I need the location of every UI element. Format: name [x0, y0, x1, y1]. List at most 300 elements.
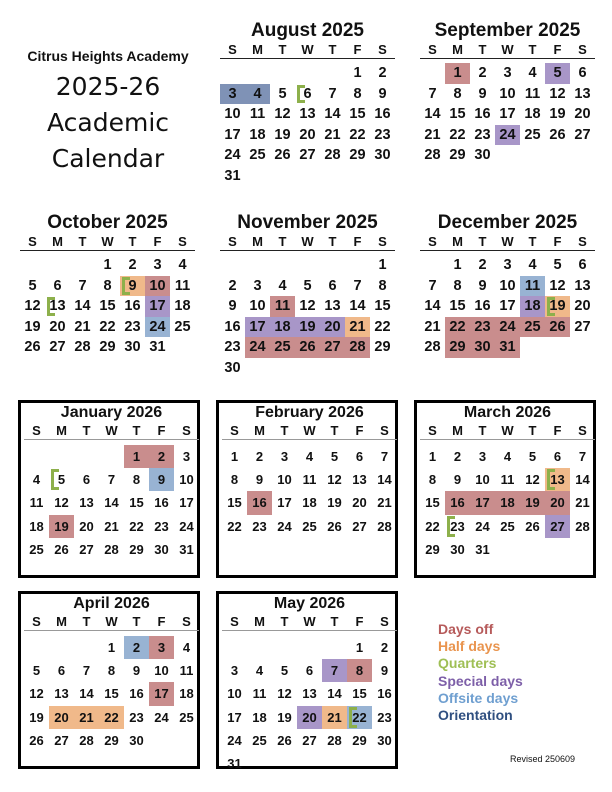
calendar-day: 3	[153, 257, 162, 273]
calendar-day: 25	[174, 318, 191, 335]
calendar-day: 9	[478, 277, 487, 294]
calendar-day: 14	[324, 106, 341, 123]
calendar-day: 25	[524, 318, 541, 335]
calendar-day: 27	[574, 318, 591, 335]
calendar-day: 19	[549, 298, 566, 315]
weekday-label: M	[56, 614, 67, 629]
calendar-day: 18	[524, 298, 541, 315]
calendar-day: 27	[302, 732, 317, 748]
calendar-day: 28	[324, 147, 341, 164]
calendar-day: 25	[302, 518, 317, 534]
day-grid	[20, 251, 195, 358]
calendar-day: 15	[374, 298, 391, 315]
calendar-day: 23	[450, 518, 465, 534]
calendar-day: 25	[249, 147, 266, 164]
calendar-day: 10	[499, 85, 516, 102]
weekday-label: F	[553, 42, 562, 57]
weekday-header	[20, 234, 195, 251]
calendar-day: 25	[252, 732, 267, 748]
calendar-day: 9	[128, 277, 137, 294]
calendar-day: 3	[503, 65, 512, 81]
calendar-day: 18	[179, 686, 194, 702]
calendar-day: 17	[224, 126, 241, 143]
calendar-day: 19	[549, 106, 566, 123]
weekday-label: F	[353, 42, 362, 57]
calendar-day: 24	[475, 518, 490, 534]
calendar-day: 1	[453, 257, 462, 273]
calendar-day: 26	[549, 126, 566, 143]
title-calendar: Calendar	[51, 144, 165, 173]
calendar-day: 18	[249, 126, 266, 143]
calendar-day: 4	[305, 449, 314, 464]
calendar-day: 27	[352, 518, 367, 534]
calendar-day: 24	[499, 318, 516, 335]
weekday-label: F	[355, 614, 364, 629]
calendar-day: 7	[78, 277, 87, 294]
month-title: May 2026	[273, 595, 346, 612]
calendar-day: 30	[224, 360, 241, 376]
weekday-label: S	[428, 423, 437, 438]
calendar-day: 6	[553, 449, 562, 464]
calendar-day: 18	[302, 495, 317, 511]
weekday-label: S	[578, 42, 587, 57]
weekday-label: T	[132, 614, 141, 629]
school-name: Citrus Heights Academy	[27, 48, 189, 64]
month-may-2026	[216, 591, 398, 769]
calendar-day: 1	[355, 640, 364, 655]
calendar-day: 30	[474, 339, 491, 356]
calendar-day: 8	[353, 85, 362, 102]
calendar-day: 6	[53, 277, 62, 294]
calendar-day: 12	[549, 85, 566, 102]
weekday-header	[220, 234, 395, 251]
calendar-day: 9	[378, 85, 387, 102]
weekday-label: S	[32, 614, 41, 629]
calendar-day: 16	[374, 106, 391, 123]
calendar-day: 31	[499, 339, 516, 356]
calendar-day: 29	[425, 541, 440, 557]
calendar-day: 29	[104, 732, 119, 748]
calendar-day: 10	[227, 686, 242, 702]
calendar-day: 17	[277, 495, 292, 511]
weekday-label: M	[56, 423, 67, 438]
legend-item: Half days	[438, 638, 501, 655]
calendar-day: 1	[428, 449, 437, 464]
weekday-label: M	[452, 423, 463, 438]
calendar-day: 24	[499, 126, 516, 143]
weekday-label: S	[32, 423, 41, 438]
calendar-day: 8	[453, 85, 462, 102]
calendar-day: 13	[550, 472, 565, 488]
calendar-day: 3	[478, 449, 487, 464]
calendar-day: 23	[474, 318, 491, 335]
calendar-day: 4	[503, 449, 512, 464]
day-grid	[222, 440, 397, 538]
calendar-day: 12	[29, 686, 44, 702]
weekday-label: F	[153, 234, 162, 249]
month-title: March 2026	[463, 404, 552, 421]
calendar-day: 19	[277, 709, 292, 725]
calendar-day: 24	[227, 732, 242, 748]
calendar-day: 19	[274, 126, 291, 143]
calendar-day: 12	[277, 686, 292, 702]
calendar-day: 18	[500, 495, 515, 511]
calendar-day: 10	[475, 472, 490, 488]
weekday-label: S	[228, 42, 237, 57]
calendar-day: 22	[104, 709, 119, 725]
calendar-day: 14	[327, 686, 342, 702]
calendar-day: 31	[224, 168, 241, 184]
weekday-label: S	[578, 423, 587, 438]
calendar-day: 13	[299, 106, 316, 123]
weekday-label: T	[328, 234, 337, 249]
calendar-day: 9	[380, 663, 389, 679]
calendar-day: 15	[449, 298, 466, 315]
calendar-day: 14	[349, 298, 366, 315]
calendar-day: 16	[224, 318, 241, 335]
calendar-day: 18	[29, 518, 44, 534]
calendar-day: 26	[29, 732, 44, 748]
calendar-day: 4	[182, 640, 191, 655]
calendar-day: 30	[450, 541, 465, 557]
calendar-day: 14	[74, 298, 91, 315]
calendar-day: 3	[280, 449, 289, 464]
calendar-day: 28	[377, 518, 392, 534]
calendar-day: 8	[230, 472, 239, 488]
calendar-day: 7	[428, 85, 437, 102]
calendar-day: 21	[377, 495, 392, 511]
calendar-day: 11	[500, 472, 515, 488]
weekday-label: M	[252, 42, 263, 57]
weekday-label: S	[428, 234, 437, 249]
calendar-day: 29	[352, 732, 367, 748]
calendar-day: 19	[327, 495, 342, 511]
month-december-2025	[420, 212, 595, 358]
weekday-label: S	[428, 42, 437, 57]
calendar-day: 3	[503, 257, 512, 273]
calendar-day: 15	[349, 106, 366, 123]
calendar-day: 10	[154, 663, 169, 679]
weekday-label: T	[528, 234, 537, 249]
calendar-day: 4	[253, 85, 262, 102]
calendar-day: 17	[499, 298, 516, 315]
calendar-day: 26	[274, 147, 291, 164]
weekday-label: S	[230, 423, 239, 438]
calendar-day: 9	[157, 472, 166, 488]
calendar-day: 11	[252, 686, 267, 702]
calendar-day: 25	[29, 541, 44, 557]
weekday-label: T	[82, 614, 91, 629]
calendar-day: 29	[374, 339, 391, 356]
calendar-day: 14	[377, 472, 392, 488]
calendar-day: 6	[578, 65, 587, 81]
calendar-day: 21	[349, 318, 366, 335]
calendar-day: 8	[107, 663, 116, 679]
quarter-marker	[51, 469, 59, 490]
calendar-day: 4	[32, 472, 41, 488]
calendar-day: 16	[474, 106, 491, 123]
calendar-day: 11	[524, 85, 541, 102]
month-title: September 2025	[434, 20, 581, 41]
weekday-label: T	[478, 234, 487, 249]
calendar-day: 2	[478, 65, 487, 81]
calendar-day: 10	[499, 277, 516, 294]
title-academic: Academic	[46, 108, 170, 137]
quarter-marker	[349, 707, 357, 728]
calendar-day: 28	[74, 339, 91, 356]
calendar-day: 19	[54, 518, 69, 534]
calendar-day: 22	[449, 126, 466, 143]
calendar-day: 21	[327, 709, 342, 725]
calendar-day: 21	[79, 709, 94, 725]
weekday-label: W	[303, 423, 316, 438]
calendar-day: 11	[524, 277, 541, 294]
weekday-label: T	[278, 42, 287, 57]
calendar-day: 28	[104, 541, 119, 557]
calendar-day: 20	[550, 495, 565, 511]
calendar-day: 29	[129, 541, 144, 557]
calendar-day: 23	[129, 709, 144, 725]
month-title: January 2026	[60, 404, 163, 421]
calendar-day: 10	[224, 106, 241, 123]
calendar-day: 22	[425, 518, 440, 534]
calendar-day: 1	[132, 449, 141, 464]
calendar-day: 5	[553, 257, 562, 273]
calendar-day: 8	[132, 472, 141, 488]
calendar-day: 17	[499, 106, 516, 123]
calendar-day: 13	[79, 495, 94, 511]
calendar-day: 6	[82, 472, 91, 488]
calendar-day: 26	[549, 318, 566, 335]
calendar-day: 17	[149, 298, 166, 315]
calendar-day: 20	[574, 298, 591, 315]
calendar-day: 7	[328, 85, 337, 102]
calendar-day: 7	[107, 472, 116, 488]
calendar-day: 20	[299, 126, 316, 143]
calendar-day: 27	[54, 732, 69, 748]
weekday-label: T	[132, 423, 141, 438]
calendar-day: 26	[277, 732, 292, 748]
month-april-2026	[18, 591, 200, 769]
calendar-day: 30	[154, 541, 169, 557]
month-title: April 2026	[73, 595, 150, 612]
legend-item: Orientation	[438, 707, 513, 724]
calendar-day: 30	[474, 147, 491, 164]
weekday-label: F	[355, 423, 364, 438]
calendar-day: 13	[352, 472, 367, 488]
month-august-2025	[220, 20, 395, 187]
calendar-day: 24	[277, 518, 292, 534]
month-title: November 2025	[237, 212, 378, 233]
calendar-day: 21	[575, 495, 590, 511]
calendar-day: 1	[103, 257, 112, 273]
weekday-label: S	[380, 614, 389, 629]
calendar-day: 12	[24, 298, 41, 315]
calendar-day: 28	[79, 732, 94, 748]
calendar-day: 2	[255, 449, 264, 464]
calendar-day: 31	[149, 339, 166, 356]
legend-item: Days off	[438, 621, 494, 637]
calendar-day: 22	[227, 518, 242, 534]
weekday-label: T	[528, 423, 537, 438]
calendar-day: 13	[302, 686, 317, 702]
weekday-label: F	[553, 234, 562, 249]
calendar-day: 26	[327, 518, 342, 534]
weekday-label: S	[578, 234, 587, 249]
calendar-day: 27	[550, 518, 565, 534]
calendar-day: 18	[524, 106, 541, 123]
calendar-day: 28	[349, 339, 366, 356]
calendar-day: 26	[299, 339, 316, 356]
calendar-day: 14	[424, 298, 441, 315]
quarter-marker	[447, 516, 455, 537]
calendar-day: 14	[104, 495, 119, 511]
calendar-day: 3	[253, 277, 262, 294]
quarter-marker	[122, 277, 130, 296]
calendar-day: 11	[174, 277, 191, 294]
weekday-label: W	[301, 234, 314, 249]
calendar-day: 10	[149, 277, 166, 294]
weekday-label: T	[82, 423, 91, 438]
quarter-marker	[297, 85, 305, 104]
weekday-label: T	[330, 423, 339, 438]
calendar-day: 25	[524, 126, 541, 143]
calendar-day: 19	[24, 318, 41, 335]
day-grid	[220, 59, 395, 187]
weekday-label: T	[280, 423, 289, 438]
calendar-day: 9	[478, 85, 487, 102]
weekday-label: S	[378, 42, 387, 57]
day-grid	[24, 440, 199, 561]
weekday-label: S	[182, 423, 191, 438]
calendar-day: 1	[453, 65, 462, 81]
calendar-day: 13	[49, 298, 66, 315]
weekday-header	[222, 614, 397, 631]
weekday-label: F	[157, 614, 166, 629]
calendar-day: 17	[227, 709, 242, 725]
weekday-label: M	[252, 234, 263, 249]
calendar-day: 6	[57, 663, 66, 679]
calendar-day: 22	[349, 126, 366, 143]
calendar-day: 15	[99, 298, 116, 315]
weekday-header	[420, 423, 595, 440]
calendar-day: 22	[352, 709, 367, 725]
calendar-day: 31	[475, 541, 490, 557]
calendar-day: 11	[29, 495, 44, 511]
weekday-header	[24, 614, 199, 631]
weekday-label: T	[528, 42, 537, 57]
calendar-day: 12	[327, 472, 342, 488]
calendar-day: 10	[249, 298, 266, 315]
day-grid	[24, 631, 199, 752]
calendar-day: 20	[79, 518, 94, 534]
weekday-label: S	[228, 234, 237, 249]
calendar-day: 4	[528, 257, 537, 273]
calendar-day: 24	[224, 147, 241, 164]
calendar-day: 17	[249, 318, 266, 335]
month-november-2025	[220, 212, 395, 379]
calendar-day: 12	[549, 277, 566, 294]
calendar-day: 30	[374, 147, 391, 164]
calendar-day: 29	[99, 339, 116, 356]
day-grid	[420, 440, 595, 561]
month-october-2025	[20, 212, 195, 358]
calendar-day: 13	[574, 277, 591, 294]
calendar-day: 9	[228, 298, 237, 315]
calendar-day: 19	[29, 709, 44, 725]
weekday-header	[24, 423, 199, 440]
month-title: October 2025	[47, 212, 168, 233]
month-january-2026	[18, 400, 200, 578]
calendar-day: 14	[79, 686, 94, 702]
calendar-day: 20	[324, 318, 341, 335]
weekday-label: T	[478, 42, 487, 57]
calendar-day: 4	[178, 257, 187, 273]
weekday-header	[222, 423, 397, 440]
calendar-day: 18	[274, 318, 291, 335]
weekday-label: T	[78, 234, 87, 249]
calendar-day: 20	[54, 709, 69, 725]
calendar-day: 15	[129, 495, 144, 511]
calendar-day: 21	[104, 518, 119, 534]
calendar-day: 27	[299, 147, 316, 164]
calendar-day: 11	[302, 472, 317, 488]
weekday-label: T	[278, 234, 287, 249]
weekday-label: W	[501, 234, 514, 249]
calendar-day: 1	[107, 640, 116, 655]
weekday-label: W	[301, 42, 314, 57]
calendar-day: 25	[179, 709, 194, 725]
calendar-day: 15	[352, 686, 367, 702]
calendar-day: 2	[128, 257, 137, 273]
calendar-day: 28	[575, 518, 590, 534]
calendar-day: 16	[154, 495, 169, 511]
calendar-day: 7	[82, 663, 91, 679]
calendar-day: 23	[374, 126, 391, 143]
calendar-day: 9	[453, 472, 462, 488]
weekday-header	[220, 42, 395, 59]
calendar-day: 3	[230, 663, 239, 679]
calendar-day: 23	[154, 518, 169, 534]
calendar-day: 6	[303, 85, 312, 102]
calendar-day: 4	[255, 663, 264, 679]
calendar-day: 13	[574, 85, 591, 102]
month-march-2026	[414, 400, 596, 578]
calendar-day: 20	[49, 318, 66, 335]
weekday-label: T	[328, 42, 337, 57]
calendar-day: 21	[74, 318, 91, 335]
calendar-day: 19	[299, 318, 316, 335]
calendar-day: 5	[553, 65, 562, 81]
calendar-day: 2	[378, 65, 387, 81]
calendar-day: 14	[424, 106, 441, 123]
weekday-label: M	[254, 614, 265, 629]
calendar-day: 7	[330, 663, 339, 679]
calendar-day: 22	[374, 318, 391, 335]
calendar-day: 7	[380, 449, 389, 464]
calendar-day: 2	[380, 640, 389, 655]
calendar-day: 5	[28, 277, 37, 294]
calendar-day: 20	[302, 709, 317, 725]
weekday-label: W	[105, 423, 118, 438]
weekday-label: S	[230, 614, 239, 629]
calendar-day: 11	[249, 106, 266, 123]
calendar-day: 3	[157, 640, 166, 655]
calendar-day: 23	[252, 518, 267, 534]
calendar-day: 8	[428, 472, 437, 488]
calendar-day: 17	[475, 495, 490, 511]
calendar-day: 6	[305, 663, 314, 679]
